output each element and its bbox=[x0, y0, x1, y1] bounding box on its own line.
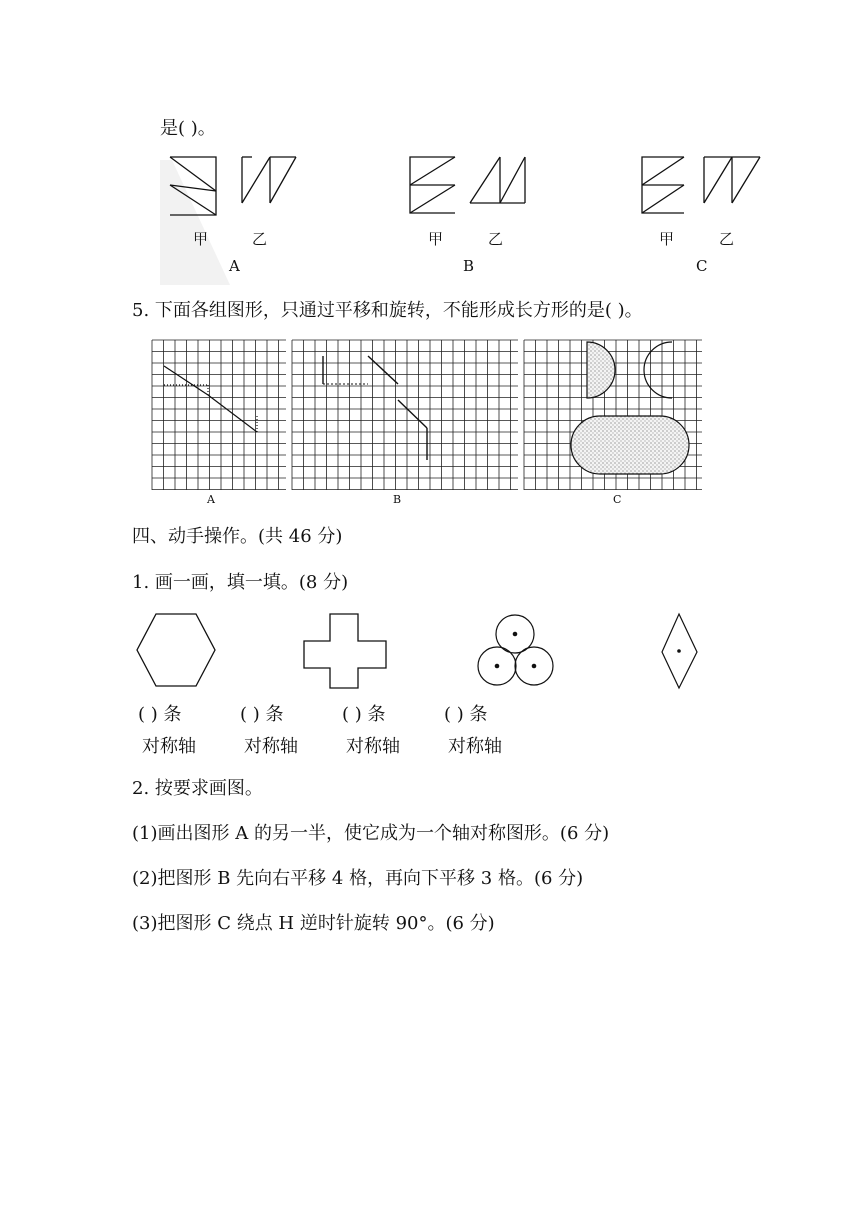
q5-grid-figures bbox=[150, 338, 710, 498]
q4-option-a-figures bbox=[160, 155, 300, 225]
q4-c-jia: 甲 bbox=[659, 230, 675, 248]
rhombus-shape bbox=[660, 612, 700, 692]
q4-c-letter[interactable]: C bbox=[696, 257, 708, 275]
q5-question: 5. 下面各组图形，只通过平移和旋转，不能形成长方形的是( )。 bbox=[132, 300, 643, 321]
q5-c-figure bbox=[571, 342, 689, 474]
q1-axis-label-2: 对称轴 bbox=[244, 736, 298, 757]
q1-blank-3[interactable]: ( ) 条 bbox=[342, 704, 386, 725]
q2-question: 2. 按要求画图。 bbox=[132, 778, 263, 799]
section-4-title: 四、动手操作。(共 46 分) bbox=[132, 526, 343, 547]
q4-option-b-figures bbox=[405, 155, 535, 225]
q5-label-a[interactable]: A bbox=[207, 493, 215, 506]
three-circles-shape bbox=[477, 612, 557, 692]
q1-blank-1[interactable]: ( ) 条 bbox=[138, 704, 182, 725]
q4-b-yi: 乙 bbox=[488, 230, 504, 248]
q5-label-c[interactable]: C bbox=[613, 493, 622, 506]
q1-axis-label-3: 对称轴 bbox=[346, 736, 400, 757]
q2-item-2: (2)把图形 B 先向右平移 4 格，再向下平移 3 格。(6 分) bbox=[132, 868, 584, 889]
q5-grid-panel bbox=[292, 340, 518, 490]
q4-b-letter[interactable]: B bbox=[463, 257, 475, 275]
q2-item-1: (1)画出图形 A 的另一半，使它成为一个轴对称图形。(6 分) bbox=[132, 823, 610, 844]
q5-a-figure bbox=[164, 366, 257, 432]
q4-b-jia: 甲 bbox=[428, 230, 444, 248]
q4-question-tail: 是( )。 bbox=[160, 118, 216, 139]
cross-shape bbox=[300, 612, 390, 692]
q2-item-3: (3)把图形 C 绕点 H 逆时针旋转 90°。(6 分) bbox=[132, 913, 495, 934]
q1-question: 1. 画一画，填一填。(8 分) bbox=[132, 572, 349, 593]
q1-axis-label-4: 对称轴 bbox=[448, 736, 502, 757]
q1-axis-label-1: 对称轴 bbox=[142, 736, 196, 757]
q1-blank-2[interactable]: ( ) 条 bbox=[240, 704, 284, 725]
q5-label-b[interactable]: B bbox=[393, 493, 402, 506]
q5-b-figure bbox=[323, 356, 427, 460]
q1-blank-4[interactable]: ( ) 条 bbox=[444, 704, 488, 725]
q4-a-letter[interactable]: A bbox=[229, 257, 240, 275]
q5-grid-panel bbox=[152, 340, 286, 490]
hexagon-shape bbox=[133, 612, 223, 692]
q4-option-c-figures bbox=[638, 155, 768, 225]
q4-c-yi: 乙 bbox=[719, 230, 735, 248]
q4-a-yi: 乙 bbox=[252, 230, 268, 248]
q4-a-jia: 甲 bbox=[193, 230, 209, 248]
